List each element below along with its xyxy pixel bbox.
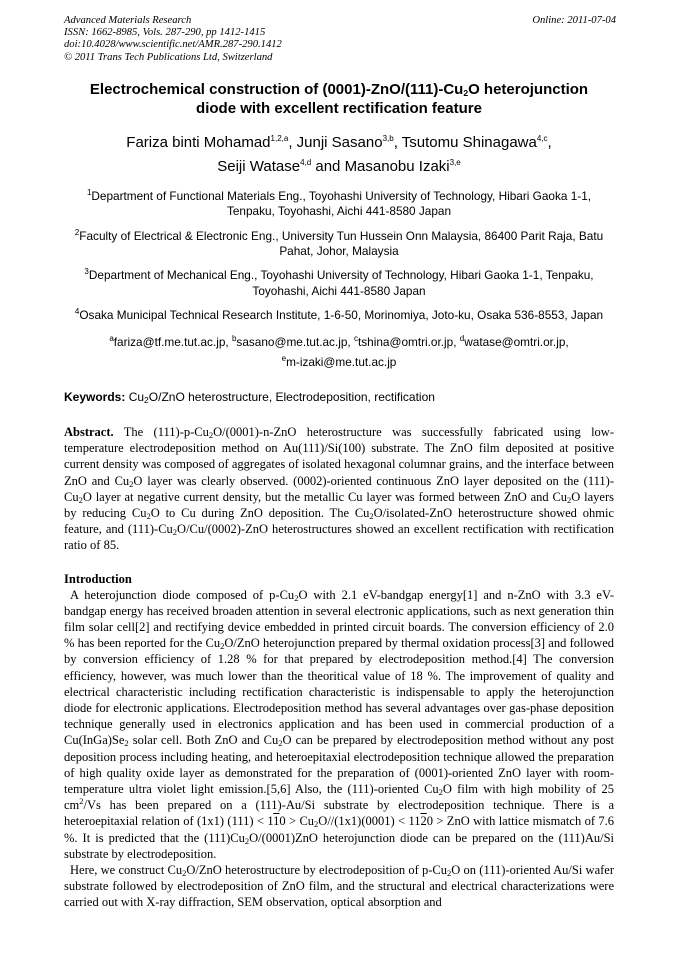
affiliation-text: Osaka Municipal Technical Research Institute, 1-6-50, Morinomiya, Joto-ku, Osaka 536-8553, Japan	[79, 307, 604, 322]
journal-header	[64, 0, 614, 64]
subscript: 2	[208, 430, 214, 440]
title-part: diode with excellent rectification feature	[196, 99, 482, 117]
paragraph	[64, 587, 614, 862]
subscript: 2	[144, 395, 149, 405]
abstract-text: O/isolated-ZnO heterostructure showed ohmic feature, and (111)-Cu	[64, 506, 615, 537]
subscript: 2	[369, 511, 374, 522]
author-sup: 3,b	[382, 133, 394, 143]
author-name: Junji Sasano	[296, 133, 383, 151]
email-address[interactable]: fariza@tf.me.tut.ac.jp	[113, 335, 226, 350]
abstract-text: O/(0001)-n-ZnO heterostructure was successfully fabricated using low-temperature electrodeposition method on Au(111)/Si(100) substrate. The ZnO film deposited at positive current density was composed of aggregates of isolated hexagonal columnar grains, and the interface between ZnO and Cu	[64, 425, 614, 488]
subscript: 2	[172, 527, 178, 538]
paragraph-text: O on (111)-oriented Au/Si wafer substrate followed by electrodeposition of ZnO film, and the structural and electrical characterizations were carried out with X-ray diffraction, SEM observation, optical absorption and	[64, 863, 614, 910]
section-heading: Introduction	[64, 571, 132, 586]
abstract-text: O to Cu during ZnO deposition. The Cu	[150, 506, 370, 521]
affiliation-text: Department of Functional Materials Eng., Toyohashi University of Technology, Hibari Gaoka 1-1, Tenpaku, Toyohashi, Aichi 441-8580 Japan	[91, 188, 592, 219]
paragraph-text: Here, we construct Cu	[70, 863, 183, 878]
author-name: Fariza binti Mohamad	[126, 133, 271, 151]
paragraph-text: O//(1x1)(0001) < 11	[318, 814, 421, 829]
separator: ,	[393, 133, 402, 151]
affiliations	[64, 185, 614, 370]
paragraph-text: O/(0001)ZnO heterojunction diode can be prepared on the (111)Au/Si substrate by electrodeposition.	[64, 830, 614, 861]
online-date: Online: 2011-07-04	[532, 15, 616, 26]
email-address[interactable]: tshina@omtri.or.jp	[357, 335, 454, 350]
overbar-digit: 2	[420, 814, 427, 829]
email-sup: c	[353, 334, 358, 344]
subscript: 2	[278, 738, 283, 749]
subscript: 2	[294, 592, 299, 603]
author-sup: 3,e	[449, 157, 461, 167]
subscript: 2	[182, 868, 187, 879]
affiliation	[64, 264, 614, 299]
email-address[interactable]: watase@omtri.or.jp	[464, 335, 566, 350]
subscript: 2	[567, 494, 572, 505]
doi-line: doi:10.4028/www.scientific.net/AMR.287-290.1412	[64, 39, 282, 51]
email-sup: b	[231, 334, 237, 344]
affiliation	[64, 185, 614, 220]
subscript: 2	[438, 787, 443, 798]
paragraph-text: solar cell. Both ZnO and Cu	[128, 733, 279, 748]
paragraph-text: /Vs has been prepared on a (111)-Au/Si substrate by electrodeposition technique. There is a heteroepitaxial relation of (1x1) (111) < 1	[64, 798, 614, 829]
affiliation-text: Department of Mechanical Eng., Toyohashi University of Technology, Hibari Gaoka 1-1, Tenpaku, Toyohashi, Aichi 441-8580 Japan	[88, 268, 594, 298]
author-name: Masanobu Izaki	[344, 157, 450, 175]
subscript: 2	[220, 641, 225, 652]
keywords-text: Cu	[125, 390, 145, 404]
keywords-label: Keywords:	[64, 390, 126, 404]
paragraph-text: O/ZnO heterostructure by electrodeposition of p-Cu	[186, 863, 448, 878]
author-sup: 1,2,a	[270, 133, 289, 143]
abstract	[64, 424, 614, 554]
paragraph-text: A heterojunction diode composed of p-Cu	[70, 587, 295, 602]
email-list	[64, 331, 614, 370]
paragraph-text: O/ZnO heterojunction prepared by thermal oxidation process[3] and followed by conversion efficiency of 1.28 % for that prepared by electrodeposition method.[4] The conversion efficiency, however, was much lower than the theoritical value of 18 %. The improvement of quality and electrical characteristic including rectification characteristic is indispensable to apply the heterojunction diode for electronic applications. Electrodeposition method has several advantages over gas-phase deposition technique generally used in electronics application and has been used in commercial production of a Cu(InGa)Se	[64, 636, 614, 748]
author-sup: 4,d	[300, 157, 312, 167]
affiliation-text: Faculty of Electrical & Electronic Eng., University Tun Hussein Onn Malaysia, 86400 Parit Raja, Batu Pahat, Johor, Malaysia	[79, 228, 604, 258]
subscript: 2	[314, 819, 319, 830]
paragraph	[64, 862, 614, 911]
paragraph-text: O film with high mobility of 25 cm	[64, 782, 614, 813]
separator: ,	[565, 335, 569, 350]
subscript: 2	[146, 511, 151, 522]
journal-name: Advanced Materials Research	[64, 15, 192, 26]
separator: ,	[347, 335, 354, 350]
email-sup: e	[281, 353, 287, 363]
paragraph-text: 0 > ZnO with lattice mismatch of 7.6 %. It is predicted that the (111)Cu	[64, 814, 614, 845]
subscript: 2	[129, 478, 134, 489]
affiliation-number: 2	[74, 227, 80, 237]
email-sup: a	[109, 334, 114, 344]
separator: and	[311, 157, 345, 175]
paper-title	[64, 80, 614, 118]
affiliation	[64, 225, 614, 260]
author-sup: 4,c	[536, 133, 548, 143]
keywords	[64, 390, 614, 405]
abstract-label: Abstract.	[64, 425, 114, 439]
separator: ,	[225, 335, 232, 350]
affiliation-number: 1	[86, 187, 92, 197]
subscript: 2	[244, 835, 250, 846]
abstract-text: O layer was clearly observed. (0002)-oriented continuous ZnO layer deposited on the (111)-Cu	[64, 473, 614, 504]
abstract-text: The (111)-p-Cu	[113, 425, 209, 439]
affiliation-number: 3	[84, 267, 89, 277]
keywords-text: O/ZnO heterostructure, Electrodeposition, rectification	[148, 390, 435, 404]
abstract-text: O layers by reducing Cu	[64, 489, 614, 521]
separator: ,	[547, 133, 552, 151]
subscript: 2	[447, 868, 452, 879]
superscript: 2	[79, 796, 84, 807]
title-subscript: 2	[463, 87, 469, 98]
copyright-line: © 2011 Trans Tech Publications Ltd, Switzerland	[64, 51, 273, 63]
abstract-text: O/Cu/(0002)-ZnO heterostructures showed an excellent rectification with rectification ratio of 85.	[64, 522, 615, 553]
author-list	[64, 129, 614, 177]
author-name: Seiji Watase	[217, 157, 301, 175]
paragraph-text: 0 > Cu	[279, 814, 315, 829]
paragraph-text: O with 2.1 eV-bandgap energy[1] and n-ZnO with 3.3 eV-bandgap energy has received broaden attention in several electronic applications, such as next generation thin film solar cell[2] and rectifying device embedded in printed circuit boards. The conversion efficiency of 2.0 % has been reported for the Cu	[64, 587, 615, 651]
affiliation-number: 4	[74, 307, 80, 317]
issn-line: ISSN: 1662-8985, Vols. 287-290, pp 1412-1415	[64, 27, 266, 39]
email-sup: d	[459, 334, 465, 344]
overbar-digit: 1	[273, 814, 280, 829]
subscript: 2	[78, 494, 83, 505]
title-part: O heterojunction	[468, 80, 589, 98]
email-address[interactable]: m-izaki@me.tut.ac.jp	[286, 354, 397, 369]
author-name: Tsutomu Shinagawa	[401, 133, 537, 151]
separator: ,	[453, 335, 460, 350]
paper-page	[64, 0, 614, 911]
affiliation	[64, 304, 614, 323]
paragraph-text: O can be prepared by electrodeposition method without any post deposition process including heating, and heteroepitaxial electrodeposition technique allowed the preparation of high quality oxide layer as demonstrated for the preparation of (0001)-oriented ZnO layer with room-temperature ultra violet light emission.[5,6] Also, the (111)-oriented Cu	[64, 733, 614, 797]
abstract-text: O layer at negative current density, but the metallic Cu layer was formed between ZnO and Cu	[82, 489, 568, 504]
email-address[interactable]: sasano@me.tut.ac.jp	[236, 335, 348, 350]
subscript: 2	[124, 738, 129, 749]
title-part: Electrochemical construction of (0001)-ZnO/(111)-Cu	[89, 80, 464, 98]
separator: ,	[288, 133, 297, 151]
